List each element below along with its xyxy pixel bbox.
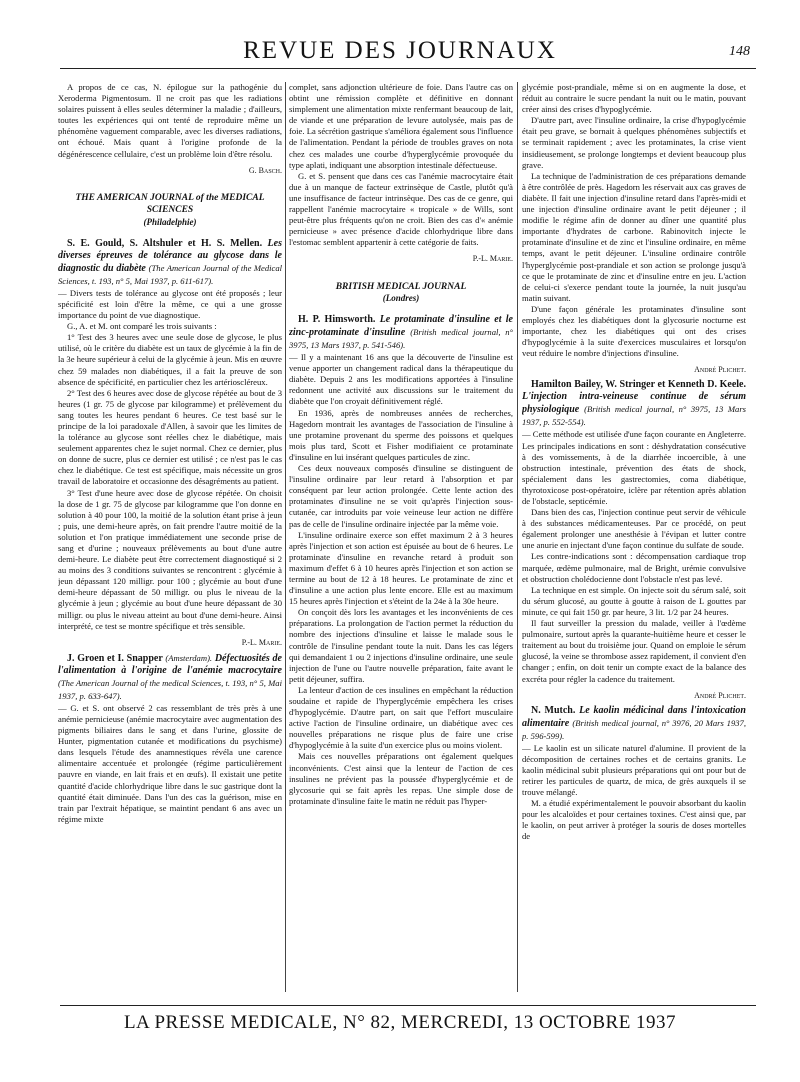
article-heading xyxy=(58,652,282,703)
article-title: Le kaolin médicinal dans l'intoxication alimentaire xyxy=(522,704,746,729)
journal-city: (Londres) xyxy=(382,293,420,303)
article-paragraph: — G. et S. ont observé 2 cas ressemblant de très près à une anémie pernicieuse (anémie macrocytaire avec augmentation des pigments biliaires dans le sang et dans l'urine, glossite de Hunter, pigmentation cutanée et modifications du psychisme) dans lesquels l'étude des anamnestiques révéla une carence alimentaire accentuée et prolongée (régime particulièrement pauvre en viande, en lait frais et en œufs). Il existait une petite quantité d'acide chlorhydrique libre dans le suc gastrique dont la quantité était diminuée. Dans l'un des cas la guérison, mise en train par l'extrait hépatique, se maintint pendant 6 ans avec un régime mixte xyxy=(58,702,282,824)
journal-heading: BRITISH MEDICAL JOURNAL xyxy=(335,281,467,292)
signature: G. Basch. xyxy=(248,165,282,175)
header-rule xyxy=(60,68,756,69)
article-paragraph: 2° Test des 6 heures avec dose de glycose répétée au bout de 3 heures (1 gr. 75 de glycose par kilogramme) et prélèvement du sang toutes les heures pendant 6 heures. Ce test basé sur le principe de la loi paradoxale d'Allen, à savoir que les limites de la tolérance au glycose sont réelles chez le diabétique, mais seulement apparentes chez le sujet normal. Chez ce dernier, plus on donne de sucre, plus ce dernier est utilisé ; ce n'est pas le cas chez le diabétique. Ce test est spécifique, mais nécessite un gros travail de laboratoire et occasionne des désagréments au patient. xyxy=(58,387,282,487)
article-paragraph: On conçoit dès lors les avantages et les inconvénients de ces préparations. La prolongation de l'action permet la réduction du nombre des injections d'insuline et laisse le malade sous le contrôle de l'insuline pendant toute la nuit. Dans les cas légers qui demandaient 1 ou 2 injections d'insuline ordinaire, une seule injection de l'une ou l'autre nouvelle préparation, faite avant le petit déjeuner, suffira. xyxy=(289,607,513,684)
article-authors: J. Groen et I. Snapper xyxy=(67,652,163,664)
article-paragraph: G. et S. pensent que dans ces cas l'anémie macrocytaire était due à un manque de facteur extrinsèque de Castle, plutôt qu'à une insuffisance de facteur intrinsèque. Des cas de ce genre, qui rappellent l'anémie macrocytaire « tropicale » de Wills, sont peut-être plus fréquents qu'on ne croit. Bien des cas d'« anémie pernicieuse » avec présence d'acide chlorhydrique libre dans l'estomac semblent appartenir à cette catégorie de faits. xyxy=(289,170,513,248)
article-paragraph: Mais ces nouvelles préparations ont également quelques inconvénients. C'est ainsi que la lenteur de l'action de ces insulines ne prévient pas la poussée d'hyperglycémie et de glycosurie qui se fait après les repas. Une simple dose de protaminate d'insuline faite le matin ne réduit pas l'hyper- xyxy=(289,751,513,806)
article-citation: (British medical journal, n° 3975, 13 Mars 1937, p. 541-546). xyxy=(289,327,513,351)
article-authors: Hamilton Bailey, W. Stringer et Kenneth D. Keele. xyxy=(531,379,746,391)
article-paragraph: La technique en est simple. On injecte soit du sérum salé, soit du sérum glucosé, au goutte à goutte à raison de L gouttes par minute, ce qui fait 150 gr. par heure, 3 lit. 1/2 par 24 heures. xyxy=(522,584,746,617)
column-2 xyxy=(289,82,513,994)
article-title: Les diverses épreuves de tolérance au glycose dans le diagnostic du diabète xyxy=(58,237,282,274)
article-heading xyxy=(289,314,513,352)
article-paragraph: D'une façon générale les protaminates d'insuline sont employés chez les diabétiques dont la glycosurie nocturne est importante, chez les diabétiques qui ont des crises d'hypoglycémie à la suite d'exercices musculaires et lorsqu'on veut réduire le nombre d'injections d'insuline. xyxy=(522,303,746,359)
article-heading xyxy=(522,379,746,429)
article-heading xyxy=(58,238,282,288)
journal-section-title: REVUE DES JOURNAUX xyxy=(243,37,557,64)
article-title: Le protaminate d'insuline et le zinc-protaminate d'insuline xyxy=(289,314,513,339)
column-1 xyxy=(58,82,282,994)
page-footer: LA PRESSE MEDICALE, N° 82, MERCREDI, 13 OCTOBRE 1937 xyxy=(123,1012,677,1033)
signature: André Plichet. xyxy=(694,365,746,375)
article-paragraph: Dans bien des cas, l'injection continue peut servir de véhicule à des substances médicamenteuses. Par ce procédé, on peut également prolonger une anesthésie à l'évipan et lutter contre une anurie en injectant d'une façon continue du sulfate de soude. xyxy=(522,507,746,551)
signature: P.-L. Marie. xyxy=(241,637,282,647)
article-paragraph: — Il y a maintenant 16 ans que la découverte de l'insuline est venue apporter un changement radical dans la thérapeutique du diabète. Depuis 2 ans les modifications apportées à l'insuline redonnent une activité aux discussions sur le traitement du diabète que l'on croyait définitivement réglé. xyxy=(289,352,513,407)
article-paragraph: 1° Test des 3 heures avec une seule dose de glycose, le plus utilisé, où le critère du diabète est un taux de glycémie à la fin de la 3e heure supérieur à celui de la glycémie à jeun. Mis en œuvre chez 59 malades non diabétiques, il a fait la preuve de son absence de spécificité, en particulier chez les artérioscléreux. xyxy=(58,332,282,387)
article-paragraph: M. a étudié expérimentalement le pouvoir absorbant du kaolin pour les alcaloïdes et pour certaines toxines. C'est ainsi que, par le kaolin, on peut arriver à protéger la souris de doses mortelles de xyxy=(522,798,746,842)
article-paragraph: En 1936, après de nombreuses années de recherches, Hagedorn montrait les avantages de l'association de l'insuline à une protamine provenant du sperme des poissons et quelques mois plus tard, Scott et Fisher modifiaient ce protaminate d'insuline en lui insérant quelques particules de zinc. xyxy=(289,407,513,462)
article-paragraph: complet, sans adjonction ultérieure de foie. Dans l'autre cas on obtint une rémission complète et définitive en donnant simplement une alimentation mixte renfermant beaucoup de lait, de viande et une préparation de levure autolysée, mais pas de foie. La sécrétion gastrique s'améliora également sous l'influence de l'alimentation. Pendant la période de troubles graves on nota chez ces malades une courbe d'hyperglycémie provoquée du type aplati, indiquant une absorption intestinale défectueuse. xyxy=(289,82,513,170)
article-authors: N. Mutch. xyxy=(531,704,576,716)
article-paragraph: D'autre part, avec l'insuline ordinaire, la crise d'hypoglycémie était peu grave, se bornait à quelques phénomènes subjectifs et se terminait rapidement ; avec les protaminates, la crise vient insidieusement, se prolonge longtemps et devient beaucoup plus grave. xyxy=(522,115,746,170)
article-paragraph: G., A. et M. ont comparé les trois suivants : xyxy=(67,321,217,332)
footer-rule xyxy=(60,1005,756,1006)
article-citation: (British medical journal, n° 3976, 20 Mars 1937, p. 596-599). xyxy=(522,717,746,741)
intro-paragraph: A propos de ce cas, N. épilogue sur la pathogénie du Xeroderma Pigmentosum. Il ne croit pas que les radiations solaires puissent à elles seules déterminer la maladie ; d'ailleurs, toutes les expériences qui ont tenté de reproduire même un phénomène vaguement comparable, avec les diverses radiations, ont échoué. Mais quant à l'origine profonde de la dégénérescence cellulaire, c'est un problème loin d'être résolu. xyxy=(58,82,282,159)
signature: P.-L. Marie. xyxy=(472,254,513,264)
article-authors: S. E. Gould, S. Altshuler et H. S. Mellen. xyxy=(67,237,263,249)
article-paragraph: Il faut surveiller la pression du malade, veiller à l'œdème pulmonaire, surtout après la quarante-huitième heure et cesser le traitement au bout du troisième jour. Quand on emploie le sérum glucosé, la veine se thrombose assez rapidement, il convient d'en changer ; enfin, on doit tenir un compte exact de la balance des excréta pour régler la cadence du traitement. xyxy=(522,618,746,684)
signature: André Plichet. xyxy=(694,690,746,700)
article-paragraph: Les contre-indications sont : décompensation cardiaque trop marquée, œdème pulmonaire, mal de Bright, urémie convulsive et obstruction cholédocienne dont l'obstacle n'est pas levé. xyxy=(522,551,746,584)
article-paragraph: Ces deux nouveaux composés d'insuline se distinguent de l'insuline ordinaire par leur retard à l'absorption et par conséquent par leur action prolongée. Cette lente action des protaminates d'insuline ne se voit qu'après l'injection sous-cutanée, car introduits par voie veineuse leur action ne diffère pas de celle de l'insuline ordinaire injectée par la même voie. xyxy=(289,463,513,529)
column-divider-1 xyxy=(285,82,286,992)
article-paragraph: La technique de l'administration de ces préparations demande à être contrôlée de près. Hagedorn les réservait aux cas graves de diabète. Il fait une injection d'insuline retard dans l'après-midi et une injection d'insuline ordinaire avant le petit déjeuner ; il modifie le régime afin de donner au dîner une quantité plus importante d'hydrates de carbone. Rabinovitch injecte le protaminate d'insuline et de zinc et l'insuline ordinaire, en même temps, avant le petit déjeuner. L'insuline ordinaire contrôle l'hyperglycémie post-prandiale et son action se prolonge jusqu'à ce que le protaminate de zinc et d'insuline entre en jeu. L'action de celui-ci s'exerce pendant toute la journée, la nuit jusqu'au matin suivant. xyxy=(522,170,746,303)
article-citation: (The American Journal of the medical Sciences, t. 193, n° 5, Mai 1937, p. 633-647). xyxy=(58,677,282,701)
column-divider-2 xyxy=(517,82,518,992)
article-paragraph: — Cette méthode est utilisée d'une façon courante en Angleterre. Les principales indications en sont : déshydratation consécutive à des vomissements, à de la diarrhée incoercible, à une obstruction intestinale, prévention des états de shock, spécialement dans les gastrectomies, coma diabétique, thyrotoxicose post-opératoire, iclère par rétention après ablation de l'obstacle, septicémie. xyxy=(522,429,746,506)
article-authors: H. P. Himsworth. xyxy=(298,314,376,326)
article-paragraph: glycémie post-prandiale, même si on en augmente la dose, et réduit au contraire le sucre pendant la nuit ou le matin, pouvant créer ainsi des crises d'hypoglycémie. xyxy=(522,82,746,115)
page-number: 148 xyxy=(729,44,750,59)
journal-city: (Philadelphie) xyxy=(143,216,197,227)
article-place: (Amsterdam). xyxy=(165,652,213,663)
article-citation: (British medical journal, n° 3975, 13 Mars 1937, p. 552-554). xyxy=(522,404,746,428)
article-paragraph: 3° Test d'une heure avec dose de glycose répétée. On choisit la dose de 1 gr. 75 de glycose par kilogramme que l'on donne en solution à 40 pour 100, la moitié de la solution étant prise à jeun ; puis, une demi-heure après, on fait prendre l'autre moitié de la solution et l'on pratique immédiatement une seconde prise de sang et d'urine ; nouveaux prélèvements au bout d'une autre demi-heure. Le diabète peut être correctement diagnostiqué si 2 au moins des 3 conditions suivantes se rencontrent : glycémie à jeun dépassant 120 milligr. pour 100 ; glycémie au bout d'une demi-heure dépassant de 50 milligr. ou plus le niveau de la glycémie à jeun ; glycémie au bout d'une heure dépassant de 30 milligr. ou plus le niveau atteint au bout d'une demi-heure. Ainsi interprété, ce test se montre spécifique et très sensible. xyxy=(58,487,282,631)
article-title: L'injection intra-veineuse continue de sérum physiologique xyxy=(522,391,746,416)
article-citation: (The American Journal of the Medical Sciences, t. 193, n° 5, Mai 1937, p. 611-617). xyxy=(58,262,282,286)
article-title: Défectuosités de l'alimentation à l'origine de l'anémie macrocytaire xyxy=(58,652,282,676)
article-heading xyxy=(522,705,746,743)
article-paragraph: La lenteur d'action de ces insulines en empêchant la réduction soudaine et rapide de l'hyperglycémie empêchera les crises d'hypoglycémie. D'autre part, on sait que l'effort musculaire active l'action de l'insuline ordinaire, un diabétique avec ces nouvelles préparations ne risque plus de faire une crise d'hypoglycémie à la suite d'un exercice plus ou moins violent. xyxy=(289,684,513,751)
journal-heading: THE AMERICAN JOURNAL of the MEDICAL SCIENCES xyxy=(75,192,265,216)
article-paragraph: — Divers tests de tolérance au glycose ont été proposés ; leur spécificité est loin d'être la même, ce qui a une grosse importance du point de vue diagnostique. xyxy=(58,287,282,321)
article-paragraph: L'insuline ordinaire exerce son effet maximum 2 à 3 heures après l'injection et son action est épuisée au bout de 6 heures. Le protaminate d'insuline en revanche retard à produit son maximum d'effet 6 à 10 heures après l'injection et son action se termine au bout de 12 à 18 heures. Le protaminate de zinc et d'insuline a une action plus lente encore. Elle est au maximum 15 heures après l'injection et s'éteint de la 24e à la 30e heure. xyxy=(289,529,513,607)
article-paragraph: — Le kaolin est un silicate naturel d'alumine. Il provient de la décomposition de certaines roches et de certains granits. Le kaolin médicinal subit plusieurs préparations qui ont pour but de retirer les particules de quartz, de mica, de grès auxquels il se trouve mélangé. xyxy=(522,742,746,798)
column-3 xyxy=(522,82,746,994)
